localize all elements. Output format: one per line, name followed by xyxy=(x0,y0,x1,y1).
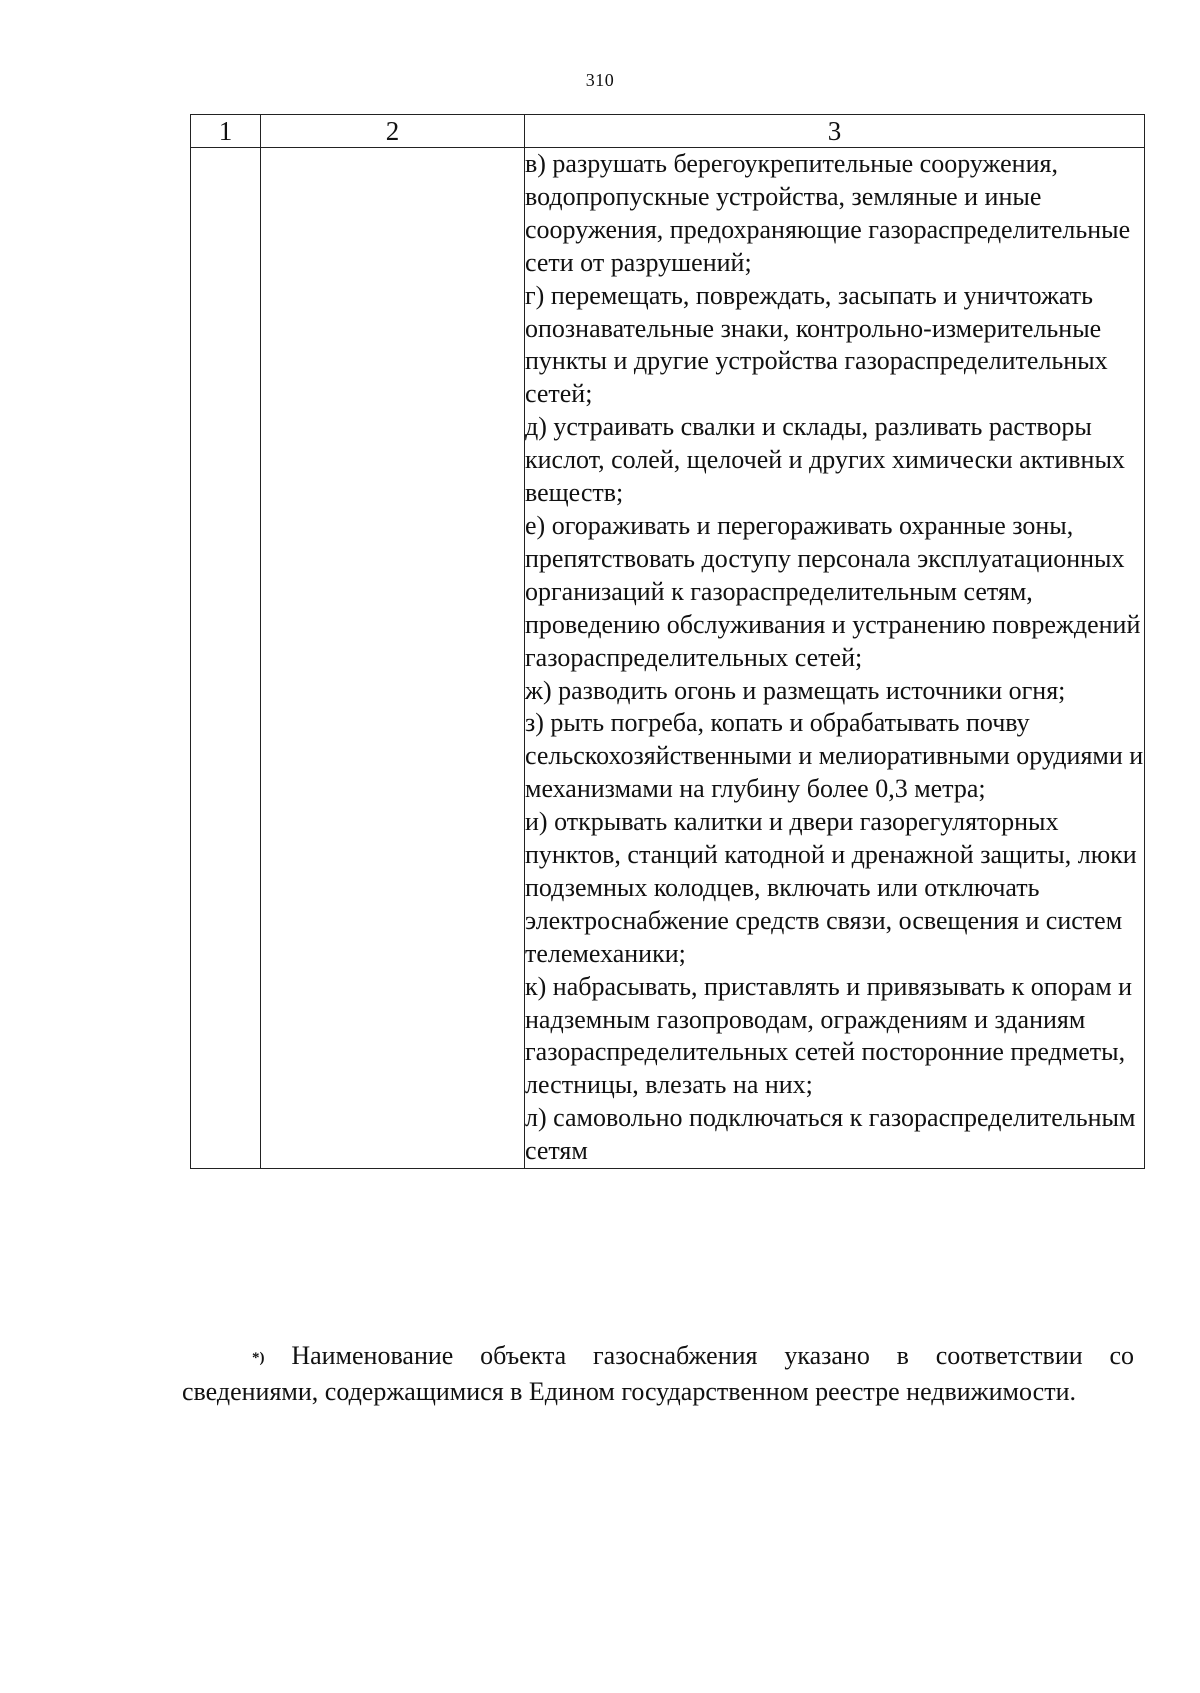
requirements-table xyxy=(190,114,1145,1169)
clause-e: е) огораживать и перегораживать охранные зоны, препятствовать доступу персонала эксплуатационных организаций к газораспределительным сетям, проведению обслуживания и устранению повреждений газораспределительных сетей; xyxy=(525,510,1141,672)
footnote xyxy=(182,1338,1134,1410)
clause-g: г) перемещать, повреждать, засыпать и уничтожать опознавательные знаки, контрольно-измерительные пункты и другие устройства газораспределительных сетей; xyxy=(525,280,1108,409)
page-number: 310 xyxy=(585,70,615,90)
clause-i: и) открывать калитки и двери газорегуляторных пунктов, станций катодной и дренажной защиты, люки подземных колодцев, включать или отключать электроснабжение средств связи, освещения и систем телемеханики; xyxy=(525,807,1137,968)
clause-zh: ж) разводить огонь и размещать источники огня; xyxy=(525,675,1066,705)
clause-z: з) рыть погреба, копать и обрабатывать почву сельскохозяйственными и мелиоративными орудиями и механизмами на глубину более 0,3 метра; xyxy=(525,708,1144,804)
column-header-2: 2 xyxy=(261,115,525,148)
column-header-1: 1 xyxy=(191,115,261,148)
table-row xyxy=(191,148,1145,1169)
clause-d: д) устраивать свалки и склады, разливать растворы кислот, солей, щелочей и других химически активных веществ; xyxy=(525,412,1125,508)
clause-k: к) набрасывать, приставлять и привязывать к опорам и надземным газопроводам, ограждениям и зданиям газораспределительных сетей посторонние предметы, лестницы, влезать на них; xyxy=(525,971,1133,1100)
cell-col-1 xyxy=(191,148,261,1169)
footnote-text: Наименование объекта газоснабжения указано в соответствии со сведениями, содержащимися в Едином государственном реестре недвижимости. xyxy=(182,1341,1135,1406)
cell-col-2 xyxy=(261,148,525,1169)
clause-v: в) разрушать берегоукрепительные сооружения, водопропускные устройства, земляные и иные сооружения, предохраняющие газораспределительные сети от разрушений; xyxy=(525,149,1131,277)
clause-l: л) самовольно подключаться к газораспределительным сетям xyxy=(525,1103,1136,1166)
column-header-3: 3 xyxy=(525,115,1145,148)
table-header-row xyxy=(191,115,1145,148)
cell-col-3 xyxy=(525,148,1145,1169)
footnote-marker: *) xyxy=(252,1350,265,1366)
